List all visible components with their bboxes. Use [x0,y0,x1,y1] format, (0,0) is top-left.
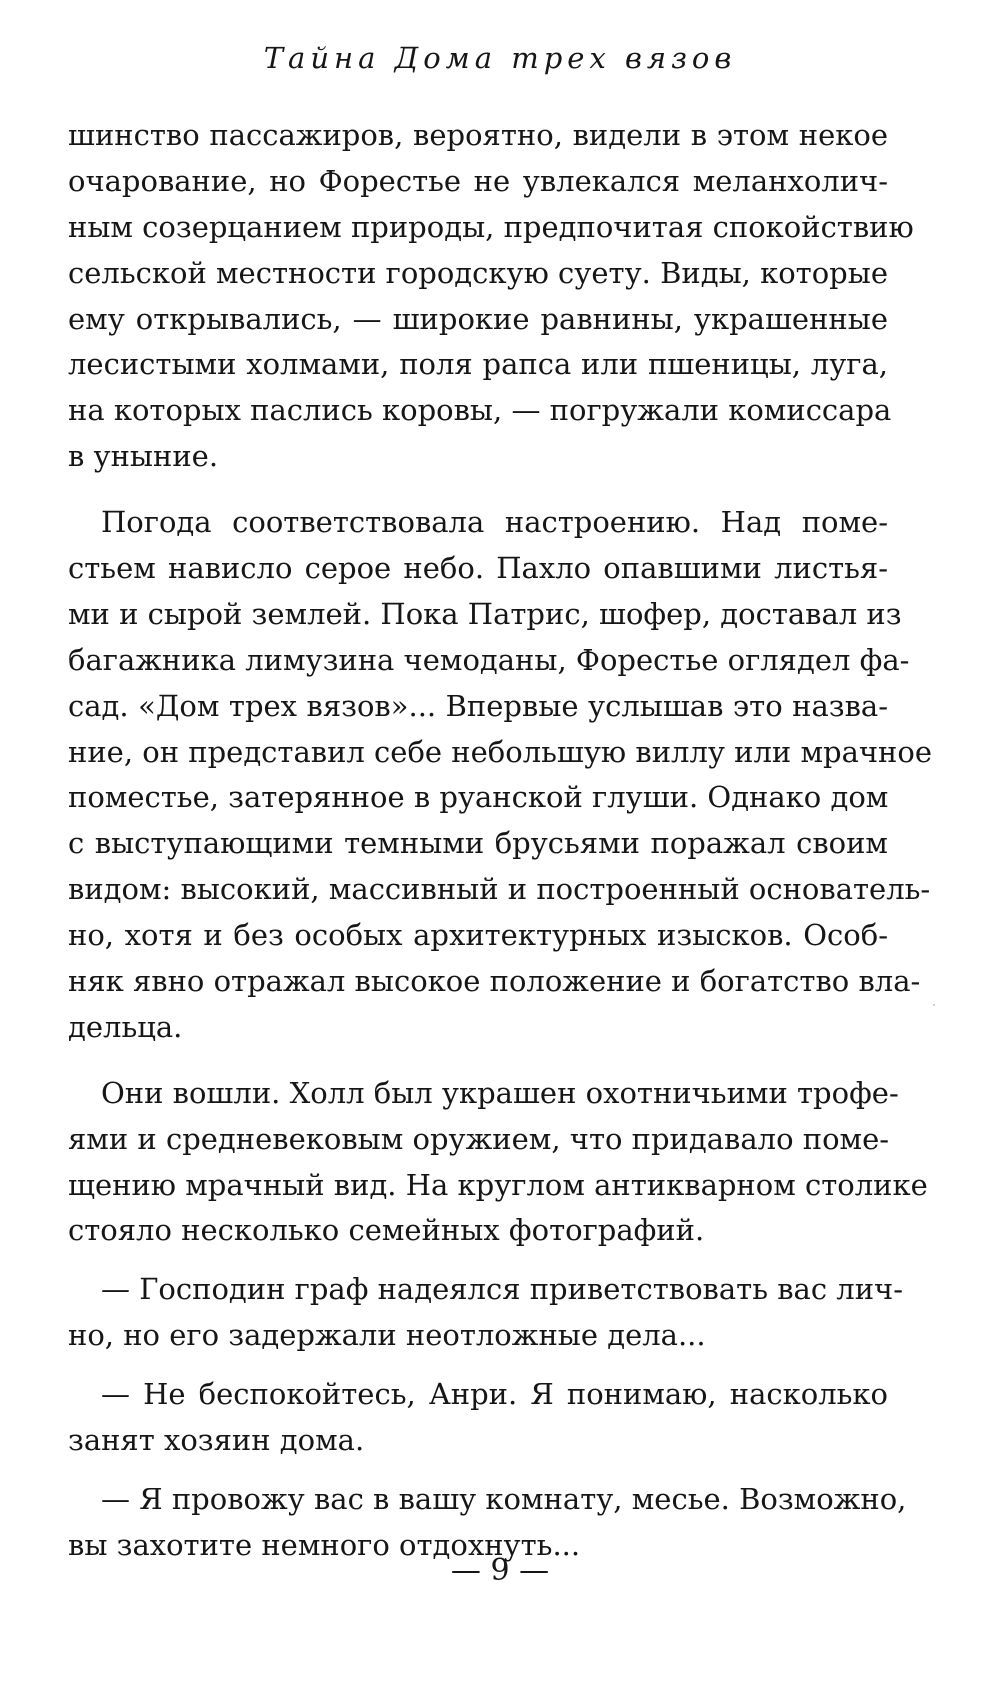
paper-speck [933,1004,935,1006]
text-line: дельца. [68,1009,183,1044]
text-line: ями и средневековым оружием, что придавало поме- [68,1121,890,1156]
text-line: щению мрачный вид. На круглом антикварном столике [68,1167,928,1202]
text-line: багажника лимузина чемоданы, Форестье оглядел фа- [68,642,910,677]
dialogue-paragraph [68,1372,888,1464]
text-line: ему открывались, — широкие равнины, украшенные [68,301,888,336]
text-line: ми и сырой землей. Пока Патрис, шофер, доставал из [68,596,902,631]
text-line: занят хозяин дома. [68,1423,365,1458]
text-line: в уныние. [68,439,219,474]
paragraph [68,1071,928,1255]
page-number: — 9 — [450,1553,550,1588]
text-line: стьем нависло серое небо. Пахло опавшими листья- [68,551,888,586]
text-line: Они вошли. Холл был украшен охотничьими трофе- [101,1075,899,1110]
text-line: ным созерцанием природы, предпочитая спокойствию [68,209,914,244]
paragraph-gap [68,1051,888,1071]
text-line: няк явно отражал высокое положение и богатство вла- [68,964,921,999]
text-line: на которых паслись коровы, — погружали комиссара [68,393,892,428]
text-line: Погода соответствовала настроению. Над поме- [101,505,888,540]
paragraph [68,500,933,1051]
text-line: — Не беспокойтесь, Анри. Я понимаю, насколько [101,1377,888,1412]
text-line: ние, он представил себе небольшую виллу или мрачное [68,734,933,769]
text-line: — Господин граф надеялся приветствовать вас лич- [101,1272,904,1307]
text-line: но, но его задержали неотложные дела... [68,1318,706,1353]
dialogue-paragraph [68,1267,904,1359]
text-line: очарование, но Форестье не увлекался меланхолич- [68,163,888,198]
body-text [68,113,933,1569]
paragraph-gap [68,480,888,500]
paragraph-gap [68,1464,888,1477]
text-line: сад. «Дом трех вязов»... Впервые услышав это назва- [68,688,888,723]
paragraph-gap [68,1359,888,1372]
paragraph-gap [68,1254,888,1267]
text-line: поместье, затерянное в руанской глуши. Однако дом [68,780,889,815]
running-head-title: Тайна Дома трех вязов [263,41,737,75]
text-line: стояло несколько семейных фотографий. [68,1213,705,1248]
text-line: лесистыми холмами, поля рапса или пшеницы, луга, [68,347,888,382]
text-line: с выступающими темными брусьями поражал своим [68,826,888,861]
text-line: сельской местности городскую суету. Виды, которые [68,255,888,290]
text-line: — Я провожу вас в вашу комнату, месье. Возможно, [101,1481,907,1516]
text-line: но, хотя и без особых архитектурных изысков. Особ- [68,918,888,953]
paragraph [68,113,914,480]
text-line: шинство пассажиров, вероятно, видели в этом некое [68,118,888,152]
text-line: видом: высокий, массивный и построенный основатель- [68,872,931,907]
text-line: вы захотите немного отдохнуть... [68,1527,581,1562]
